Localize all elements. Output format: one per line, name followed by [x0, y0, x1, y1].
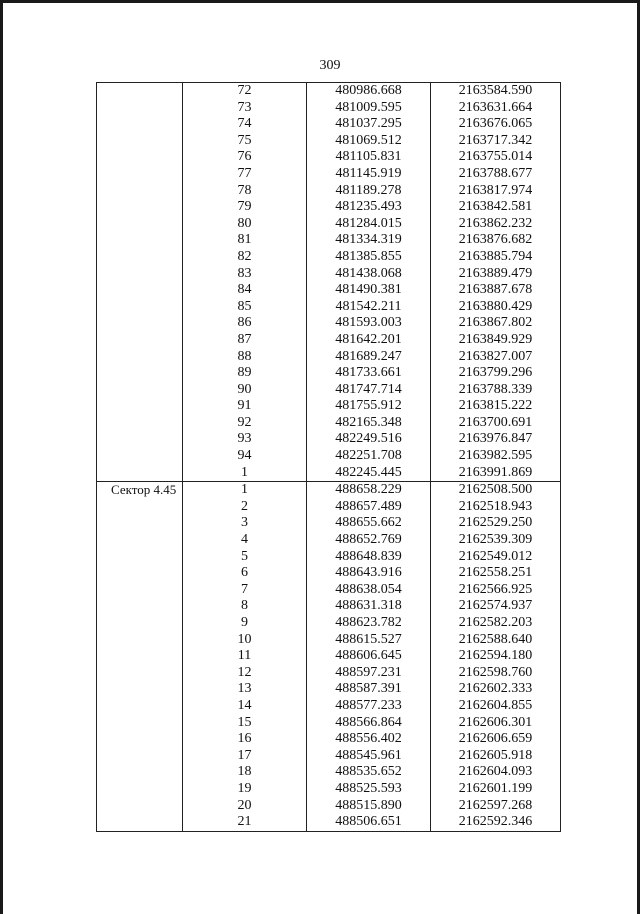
y-coordinate-cell: 2163631.664: [431, 100, 561, 117]
x-coordinate-cell: 480986.668: [307, 83, 431, 100]
y-coordinate-cell: 2162574.937: [431, 598, 561, 615]
point-number-cell: 1: [183, 465, 307, 482]
x-coordinate-cell: 481438.068: [307, 266, 431, 283]
point-number-cell: 20: [183, 798, 307, 815]
x-coordinate-cell: 482249.516: [307, 431, 431, 448]
y-coordinate-cell: 2163862.232: [431, 216, 561, 233]
y-coordinate-cell: 2163867.802: [431, 315, 561, 332]
point-number-cell: 15: [183, 715, 307, 732]
y-coordinate-cell: 2163885.794: [431, 249, 561, 266]
y-coordinate-cell: 2163700.691: [431, 415, 561, 432]
point-number-cell: 16: [183, 731, 307, 748]
sector-label: [97, 83, 183, 482]
scan-edge-left: [0, 0, 3, 914]
point-number-cell: 86: [183, 315, 307, 332]
y-coordinate-cell: 2162604.093: [431, 764, 561, 781]
x-coordinate-cell: 488597.231: [307, 665, 431, 682]
point-number-cell: 7: [183, 582, 307, 599]
point-number-cell: 19: [183, 781, 307, 798]
x-coordinate-cell: 481037.295: [307, 116, 431, 133]
point-number-cell: 9: [183, 615, 307, 632]
point-number-cell: 76: [183, 149, 307, 166]
x-coordinate-cell: 481284.015: [307, 216, 431, 233]
x-coordinate-cell: 481069.512: [307, 133, 431, 150]
point-number-cell: 91: [183, 398, 307, 415]
x-coordinate-cell: 488535.652: [307, 764, 431, 781]
x-coordinate-cell: 488615.527: [307, 632, 431, 649]
y-coordinate-cell: 2162597.268: [431, 798, 561, 815]
point-number-cell: 11: [183, 648, 307, 665]
point-number-cell: 12: [183, 665, 307, 682]
x-coordinate-cell: 488587.391: [307, 681, 431, 698]
x-coordinate-cell: 488631.318: [307, 598, 431, 615]
y-coordinate-cell: 2163991.869: [431, 465, 561, 482]
y-coordinate-cell: 2162604.855: [431, 698, 561, 715]
point-number-cell: 93: [183, 431, 307, 448]
y-coordinate-cell: 2162539.309: [431, 532, 561, 549]
x-coordinate-cell: 481755.912: [307, 398, 431, 415]
y-coordinate-cell: 2163876.682: [431, 232, 561, 249]
x-coordinate-cell: 488566.864: [307, 715, 431, 732]
x-coordinate-cell: 482245.445: [307, 465, 431, 482]
point-number-cell: 14: [183, 698, 307, 715]
x-coordinate-cell: 481542.211: [307, 299, 431, 316]
table-row: [97, 83, 561, 100]
point-number-cell: 5: [183, 549, 307, 566]
x-coordinate-cell: 488643.916: [307, 565, 431, 582]
point-number-cell: 2: [183, 499, 307, 516]
y-coordinate-cell: 2163717.342: [431, 133, 561, 150]
point-number-cell: 10: [183, 632, 307, 649]
y-coordinate-cell: 2162606.301: [431, 715, 561, 732]
point-number-cell: 77: [183, 166, 307, 183]
x-coordinate-cell: 481689.247: [307, 349, 431, 366]
table-row: [97, 482, 561, 499]
y-coordinate-cell: 2163755.014: [431, 149, 561, 166]
y-coordinate-cell: 2162558.251: [431, 565, 561, 582]
x-coordinate-cell: 481334.319: [307, 232, 431, 249]
point-number-cell: 3: [183, 515, 307, 532]
y-coordinate-cell: 2163880.429: [431, 299, 561, 316]
x-coordinate-cell: 481009.595: [307, 100, 431, 117]
y-coordinate-cell: 2163799.296: [431, 365, 561, 382]
x-coordinate-cell: 482251.708: [307, 448, 431, 465]
point-number-cell: 87: [183, 332, 307, 349]
y-coordinate-cell: 2162598.760: [431, 665, 561, 682]
x-coordinate-cell: 488506.651: [307, 814, 431, 831]
x-coordinate-cell: 488556.402: [307, 731, 431, 748]
y-coordinate-cell: 2163817.974: [431, 183, 561, 200]
point-number-cell: 74: [183, 116, 307, 133]
y-coordinate-cell: 2163788.677: [431, 166, 561, 183]
y-coordinate-cell: 2163584.590: [431, 83, 561, 100]
x-coordinate-cell: 488515.890: [307, 798, 431, 815]
sector-label: Сектор 4.45: [97, 482, 183, 831]
point-number-cell: 18: [183, 764, 307, 781]
y-coordinate-cell: 2163849.929: [431, 332, 561, 349]
y-coordinate-cell: 2163827.007: [431, 349, 561, 366]
point-number-cell: 8: [183, 598, 307, 615]
point-number-cell: 6: [183, 565, 307, 582]
x-coordinate-cell: 488657.489: [307, 499, 431, 516]
page-number: 309: [319, 58, 341, 73]
x-coordinate-cell: 481490.381: [307, 282, 431, 299]
x-coordinate-cell: 488655.662: [307, 515, 431, 532]
x-coordinate-cell: 488648.839: [307, 549, 431, 566]
x-coordinate-cell: 481235.493: [307, 199, 431, 216]
point-number-cell: 85: [183, 299, 307, 316]
point-number-cell: 88: [183, 349, 307, 366]
y-coordinate-cell: 2163982.595: [431, 448, 561, 465]
point-number-cell: 17: [183, 748, 307, 765]
x-coordinate-cell: 481642.201: [307, 332, 431, 349]
y-coordinate-cell: 2163815.222: [431, 398, 561, 415]
y-coordinate-cell: 2162594.180: [431, 648, 561, 665]
x-coordinate-cell: 481593.003: [307, 315, 431, 332]
point-number-cell: 21: [183, 814, 307, 831]
y-coordinate-cell: 2162588.640: [431, 632, 561, 649]
point-number-cell: 73: [183, 100, 307, 117]
y-coordinate-cell: 2162602.333: [431, 681, 561, 698]
x-coordinate-cell: 481105.831: [307, 149, 431, 166]
x-coordinate-cell: 488638.054: [307, 582, 431, 599]
point-number-cell: 4: [183, 532, 307, 549]
scan-edge-top: [0, 0, 640, 3]
y-coordinate-cell: 2162508.500: [431, 482, 561, 499]
x-coordinate-cell: 481385.855: [307, 249, 431, 266]
point-number-cell: 92: [183, 415, 307, 432]
point-number-cell: 1: [183, 482, 307, 499]
y-coordinate-cell: 2162606.659: [431, 731, 561, 748]
y-coordinate-cell: 2162592.346: [431, 814, 561, 831]
point-number-cell: 78: [183, 183, 307, 200]
x-coordinate-cell: 488545.961: [307, 748, 431, 765]
point-number-cell: 13: [183, 681, 307, 698]
point-number-cell: 72: [183, 83, 307, 100]
point-number-cell: 94: [183, 448, 307, 465]
x-coordinate-cell: 488525.593: [307, 781, 431, 798]
point-number-cell: 89: [183, 365, 307, 382]
y-coordinate-cell: 2163887.678: [431, 282, 561, 299]
x-coordinate-cell: 481189.278: [307, 183, 431, 200]
point-number-cell: 90: [183, 382, 307, 399]
y-coordinate-cell: 2162529.250: [431, 515, 561, 532]
y-coordinate-cell: 2163842.581: [431, 199, 561, 216]
y-coordinate-cell: 2162518.943: [431, 499, 561, 516]
y-coordinate-cell: 2162582.203: [431, 615, 561, 632]
y-coordinate-cell: 2163788.339: [431, 382, 561, 399]
x-coordinate-cell: 482165.348: [307, 415, 431, 432]
x-coordinate-cell: 488623.782: [307, 615, 431, 632]
point-number-cell: 81: [183, 232, 307, 249]
coordinates-table: [96, 82, 561, 832]
point-number-cell: 84: [183, 282, 307, 299]
y-coordinate-cell: 2163889.479: [431, 266, 561, 283]
x-coordinate-cell: 481747.714: [307, 382, 431, 399]
x-coordinate-cell: 488577.233: [307, 698, 431, 715]
x-coordinate-cell: 488606.645: [307, 648, 431, 665]
point-number-cell: 75: [183, 133, 307, 150]
y-coordinate-cell: 2162601.199: [431, 781, 561, 798]
y-coordinate-cell: 2163976.847: [431, 431, 561, 448]
point-number-cell: 79: [183, 199, 307, 216]
coordinates-table-body: [97, 83, 561, 832]
y-coordinate-cell: 2162549.012: [431, 549, 561, 566]
point-number-cell: 80: [183, 216, 307, 233]
y-coordinate-cell: 2162605.918: [431, 748, 561, 765]
x-coordinate-cell: 481145.919: [307, 166, 431, 183]
x-coordinate-cell: 488652.769: [307, 532, 431, 549]
y-coordinate-cell: 2163676.065: [431, 116, 561, 133]
y-coordinate-cell: 2162566.925: [431, 582, 561, 599]
x-coordinate-cell: 481733.661: [307, 365, 431, 382]
x-coordinate-cell: 488658.229: [307, 482, 431, 499]
point-number-cell: 83: [183, 266, 307, 283]
point-number-cell: 82: [183, 249, 307, 266]
